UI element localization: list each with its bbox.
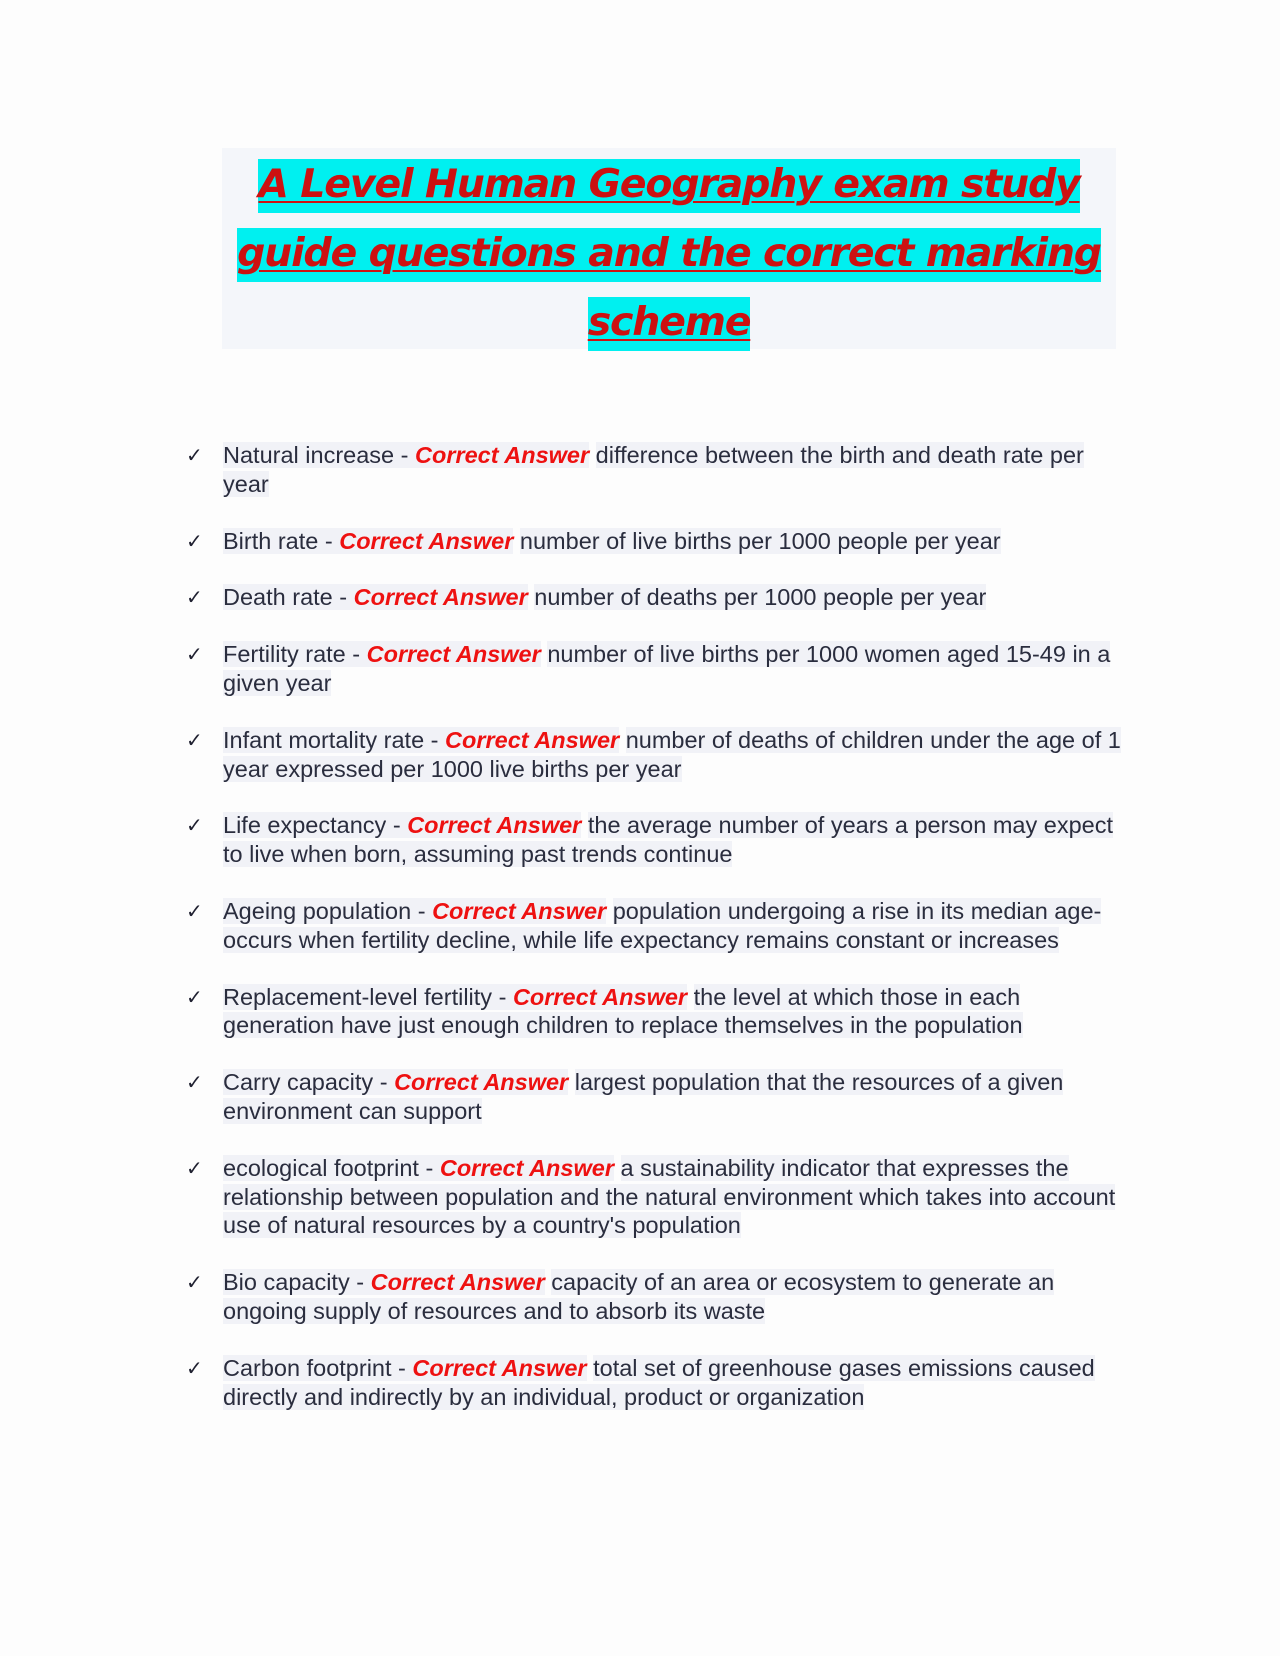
list-item [186,726,1126,784]
item-term: Ageing population [223,897,412,924]
item-term: Birth rate [223,527,319,554]
item-separator: - [349,1269,371,1296]
item-term: Fertility rate [223,641,346,668]
checkmark-icon: ✓ [186,984,203,1009]
item-separator: - [411,897,433,924]
item-answer: total set of greenhouse gases emissions caused directly and indirectly by an individual, product or organization [223,1354,1095,1410]
item-text [223,1268,1126,1326]
correct-answer-label: Correct Answer [366,641,541,668]
correct-answer-label: Correct Answer [439,1154,614,1181]
correct-answer-label: Correct Answer [512,983,688,1010]
correct-answer-label: Correct Answer [370,1269,545,1296]
correct-answer-label: Correct Answer [412,1354,587,1381]
item-answer: the average number of years a person may expect to live when born, assuming past trends continue [223,812,1113,868]
correct-answer-label: Correct Answer [339,527,514,554]
item-term: Natural increase [223,442,395,468]
item-separator: - [418,1154,440,1181]
item-text [223,726,1126,784]
checkmark-icon: ✓ [186,898,203,923]
list-item [186,1154,1126,1240]
item-text [223,527,1126,556]
item-text [223,441,1126,499]
correct-answer-label: Correct Answer [353,584,528,611]
item-text [223,1154,1126,1240]
list-item [186,583,1126,612]
item-text [223,640,1126,698]
item-separator: - [492,983,513,1010]
item-separator: - [373,1069,395,1096]
item-term: Death rate [223,584,333,611]
list-item [186,640,1126,698]
list-item [186,527,1126,556]
list-item [186,1268,1126,1326]
item-text [223,897,1126,955]
item-answer: a sustainability indicator that expresses the relationship between population and the natural environment which takes into account use of natural resources by a country's population [223,1154,1116,1239]
list-item [186,1068,1126,1126]
item-term: Life expectancy [223,812,387,839]
item-answer: the level at which those in each generation have just enough children to replace themselves in the population [223,983,1023,1039]
item-separator: - [424,726,446,753]
item-separator: - [391,1354,413,1381]
correct-answer-label: Correct Answer [445,726,620,753]
item-term: Infant mortality rate [223,726,425,753]
list-item [186,811,1126,869]
checkmark-icon: ✓ [186,1155,203,1180]
list-item [186,1354,1126,1412]
item-answer: capacity of an area or ecosystem to generate an ongoing supply of resources and to absorb its waste [223,1269,1055,1324]
qa-list [186,441,1126,1439]
item-answer: number of deaths per 1000 people per year [534,584,987,611]
item-separator: - [332,584,354,611]
title-line-3: scheme [588,297,751,351]
item-separator: - [394,442,415,468]
checkmark-icon: ✓ [186,443,203,467]
checkmark-icon: ✓ [186,642,203,667]
correct-answer-label: Correct Answer [415,442,590,468]
title-box [222,148,1116,349]
item-text [223,1068,1126,1126]
item-separator: - [345,641,367,668]
item-answer: difference between the birth and death rate per year [223,442,1084,497]
document-title [222,150,1116,357]
item-answer: number of live births per 1000 people per year [519,527,1001,554]
item-text [223,811,1126,869]
checkmark-icon: ✓ [186,1070,203,1095]
item-answer: number of deaths of children under the age of 1 year expressed per 1000 live births per year [223,726,1121,782]
item-text [223,1354,1126,1412]
item-text [223,583,1126,612]
item-answer: population undergoing a rise in its median age- occurs when fertility decline, while life expectancy remains constant or increases [223,897,1102,953]
item-term: Carbon footprint [223,1354,392,1381]
checkmark-icon: ✓ [186,528,203,553]
list-item [186,983,1126,1041]
checkmark-icon: ✓ [186,813,203,838]
checkmark-icon: ✓ [186,727,203,752]
item-term: ecological footprint [223,1154,419,1181]
item-term: Bio capacity [223,1269,350,1296]
item-separator: - [318,527,340,554]
correct-answer-label: Correct Answer [432,897,607,924]
item-text [223,983,1126,1041]
list-item [186,897,1126,955]
checkmark-icon: ✓ [186,1270,203,1295]
title-line-1: A Level Human Geography exam study [258,159,1079,213]
list-item [186,441,1126,499]
item-answer: number of live births per 1000 women aged 15-49 in a given year [223,641,1111,696]
item-answer: largest population that the resources of a given environment can support [223,1069,1064,1124]
correct-answer-label: Correct Answer [394,1069,569,1096]
checkmark-icon: ✓ [186,585,203,610]
title-line-2: guide questions and the correct marking [237,228,1101,282]
correct-answer-label: Correct Answer [407,812,582,839]
checkmark-icon: ✓ [186,1355,203,1380]
item-term: Carry capacity [223,1069,374,1096]
item-separator: - [386,812,408,839]
item-term: Replacement-level fertility [223,983,493,1010]
